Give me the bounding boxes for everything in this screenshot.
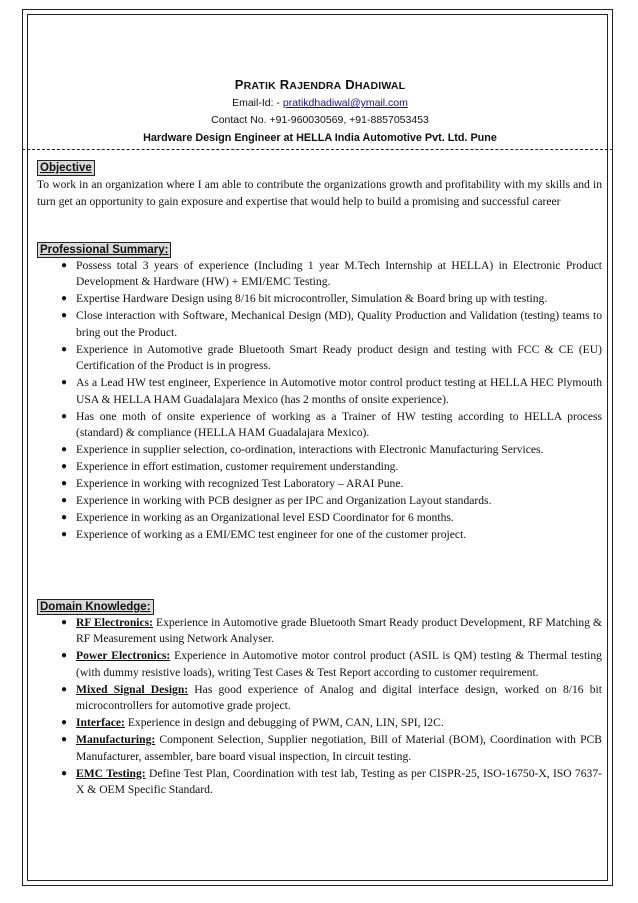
bullet-icon: ● — [61, 495, 68, 507]
summary-item-text: Experience in effort estimation, customer requirement understanding. — [76, 460, 399, 474]
summary-item — [37, 375, 602, 408]
header-divider — [22, 149, 613, 150]
domain-list — [37, 615, 602, 798]
summary-item-text: Close interaction with Software, Mechanical Design (MD), Quality Production and Validation (testing) teams to bring out the Product. — [76, 309, 602, 339]
bullet-icon: ● — [61, 529, 68, 541]
domain-item-text: Experience in Automotive motor control product (ASIL is QM) testing & Thermal testing (with dummy resistive loads), writing Test Cases & Test Report according to customer requirement. — [76, 649, 602, 679]
summary-item-text: Experience in working as an Organizational level ESD Coordinator for 6 months. — [76, 511, 454, 525]
domain-item-text: Component Selection, Supplier negotiation, Bill of Material (BOM), Coordination with PCB Manufacturer, assembler, bare board visual inspection, In circuit testing. — [76, 733, 602, 763]
domain-item-label: Manufacturing: — [76, 733, 156, 747]
domain-item-text: Define Test Plan, Coordination with test lab, Testing as per CISPR-25, ISO-16750-X, ISO 7637-X & OEM Specific Standard. — [76, 766, 602, 797]
domain-item-label: RF Electronics: — [76, 616, 154, 629]
domain-item — [37, 766, 602, 799]
summary-section — [37, 240, 602, 544]
summary-title: Professional Summary: — [37, 242, 171, 258]
candidate-name — [34, 76, 606, 95]
domain-item-label: Interface: — [76, 716, 125, 730]
summary-item — [37, 291, 602, 307]
email-prefix: Email-Id: - — [232, 97, 283, 109]
summary-item-text: Possess total 3 years of experience (Including 1 year M.Tech Internship at HELLA) in Electronic Product Development & Hardware (HW) + EMI/EMC Testing. — [76, 259, 602, 289]
summary-item-text: As a Lead HW test engineer, Experience in Automotive motor control product testing at HELLA HEC Plymouth USA & HELLA HAM Guadalajara Mexico (has 2 months of onsite experience). — [76, 376, 602, 406]
bullet-icon: ● — [61, 260, 68, 271]
domain-item — [37, 682, 602, 715]
contact-line: Contact No. +91-960030569, +91-8857053453 — [211, 114, 429, 126]
summary-item — [37, 459, 602, 475]
summary-item — [37, 308, 602, 341]
bullet-icon: ● — [61, 683, 68, 695]
domain-item-label: EMC Testing: — [76, 766, 146, 780]
bullet-icon: ● — [61, 650, 68, 662]
summary-item-text: Has one moth of onsite experience of working as a Trainer of HW testing according to HELLA process (standard) & compliance (HELLA HAM Guadalajara Mexico). — [76, 409, 602, 440]
objective-section — [37, 158, 602, 210]
bullet-icon: ● — [61, 512, 68, 524]
bullet-icon: ● — [61, 293, 68, 305]
domain-item-label: Mixed Signal Design: — [76, 682, 189, 696]
bullet-icon: ● — [61, 734, 68, 746]
summary-item — [37, 510, 602, 526]
bullet-icon: ● — [61, 444, 68, 456]
summary-item-text: Expertise Hardware Design using 8/16 bit microcontroller, Simulation & Board bring up with testing. — [76, 292, 548, 306]
domain-item-text: Experience in Automotive grade Bluetooth Smart Ready product Development, RF Matching & RF Measurement using Network Analyser. — [76, 616, 602, 646]
domain-item — [37, 715, 602, 731]
objective-title: Objective — [37, 160, 95, 176]
domain-item — [37, 615, 602, 648]
summary-item — [37, 493, 602, 509]
summary-item — [37, 476, 602, 492]
bullet-icon: ● — [61, 377, 68, 389]
domain-section — [37, 597, 602, 799]
summary-item-text: Experience of working as a EMI/EMC test engineer for one of the customer project. — [76, 528, 467, 542]
domain-item-text: Experience in design and debugging of PWM, CAN, LIN, SPI, I2C. — [124, 716, 444, 730]
candidate-name-text: PRATIK RAJENDRA DHADIWAL — [234, 77, 406, 92]
summary-item — [37, 342, 602, 375]
domain-item-label: Power Electronics: — [76, 649, 171, 663]
summary-item — [37, 442, 602, 458]
summary-item-text: Experience in supplier selection, co-ordination, interactions with Electronic Manufacturing Services. — [76, 443, 544, 457]
summary-list — [37, 258, 602, 543]
bullet-icon: ● — [61, 617, 68, 628]
current-role: Hardware Design Engineer at HELLA India Automotive Pvt. Ltd. Pune — [143, 132, 497, 144]
resume-header — [34, 76, 606, 147]
bullet-icon: ● — [61, 310, 68, 322]
bullet-icon: ● — [61, 343, 68, 355]
email-line — [34, 95, 606, 112]
bullet-icon: ● — [61, 410, 68, 422]
summary-item-text: Experience in Automotive grade Bluetooth Smart Ready product design and testing with FCC & CE (EU) Certification of the Product is in progress. — [76, 342, 602, 373]
domain-title: Domain Knowledge: — [37, 599, 154, 615]
summary-item-text: Experience in working with PCB designer as per IPC and Organization Layout standards. — [76, 494, 492, 508]
objective-text: To work in an organization where I am able to contribute the organizations growth and profitability with my skills and in turn get an opportunity to gain exposure and expertise that would help to build a promising and successful career — [37, 178, 602, 208]
email-link[interactable]: pratikdhadiwal@ymail.com — [282, 97, 408, 109]
bullet-icon: ● — [61, 767, 68, 779]
bullet-icon: ● — [61, 478, 68, 490]
bullet-icon: ● — [61, 461, 68, 473]
domain-item — [37, 732, 602, 765]
summary-item — [37, 409, 602, 442]
summary-item — [37, 527, 602, 543]
bullet-icon: ● — [61, 717, 68, 729]
domain-item — [37, 648, 602, 681]
summary-item-text: Experience in working with recognized Test Laboratory – ARAI Pune. — [76, 477, 404, 491]
domain-item-text: Has good experience of Analog and digital interface design, worked on 8/16 bit microcontrollers for automotive grade project. — [76, 682, 602, 713]
summary-item — [37, 258, 602, 291]
